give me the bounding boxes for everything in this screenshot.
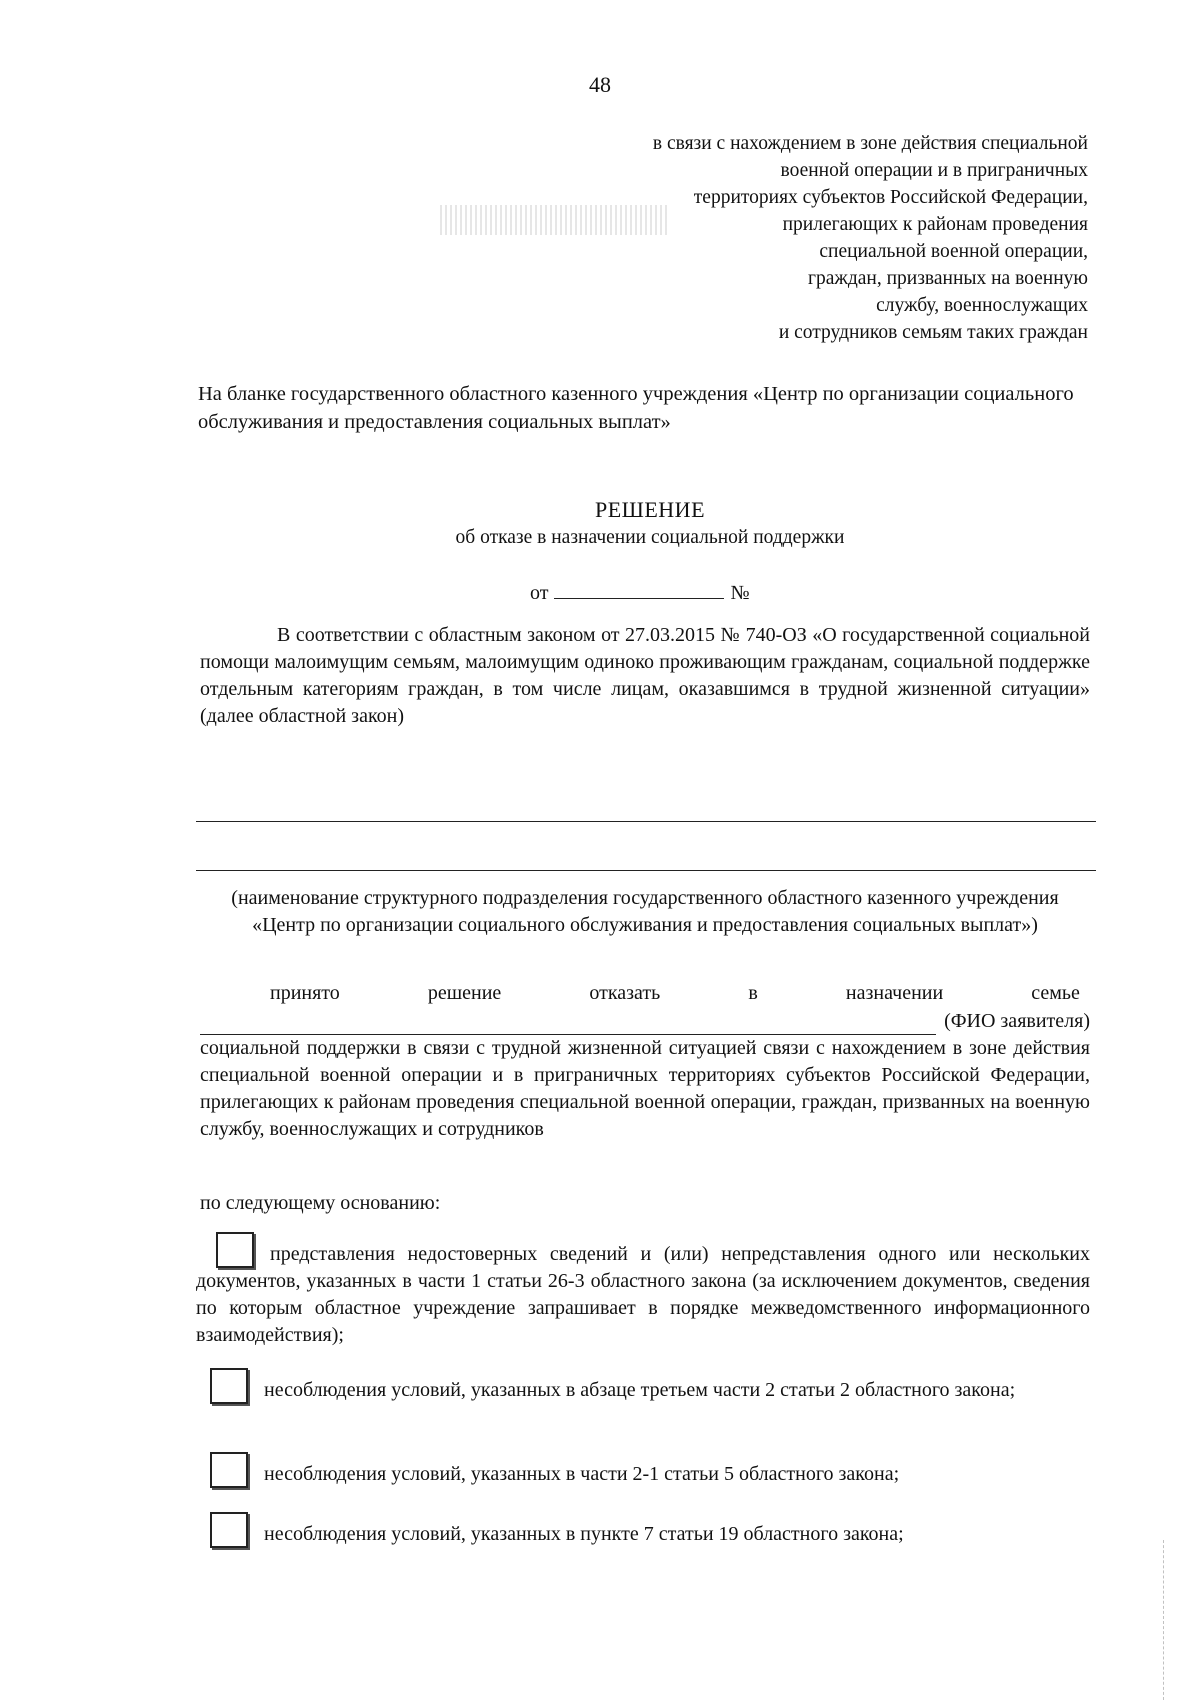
decision-word: принято: [270, 982, 340, 1004]
ground-checkbox[interactable]: [210, 1368, 248, 1404]
page-number: 48: [589, 72, 611, 97]
fill-line: [196, 821, 1096, 822]
applicant-name-blank: [200, 1012, 936, 1035]
ground-checkbox[interactable]: [210, 1452, 248, 1488]
document-title: РЕШЕНИЕ: [594, 497, 706, 522]
decision-word: в: [748, 982, 758, 1004]
decision-word: отказать: [589, 982, 661, 1004]
decision-word: решение: [427, 982, 502, 1004]
header-line: специальной военной операции,: [819, 241, 1088, 262]
decision-word: семье: [1031, 982, 1080, 1004]
ground-checkbox[interactable]: [210, 1512, 248, 1548]
header-line: службу, военнослужащих: [876, 295, 1088, 316]
number-sign: №: [730, 582, 750, 604]
ground-item: [196, 1232, 1090, 1349]
header-line: граждан, призванных на военную: [807, 268, 1088, 289]
basis-label: по следующему основанию:: [200, 1192, 441, 1214]
decision-word: назначении: [845, 982, 944, 1004]
header-line: прилегающих к районам проведения: [782, 214, 1088, 235]
decision-words-row: [200, 980, 1090, 1007]
date-blank: [554, 580, 724, 599]
header-line: территориях субъектов Российской Федерации,: [693, 187, 1088, 208]
applicant-row: [200, 1007, 1090, 1035]
ground-item: [196, 1368, 1090, 1404]
ground-text: несоблюдения условий, указанных в пункте 7 статьи 19 областного закона;: [264, 1523, 904, 1545]
header-block: [468, 130, 1088, 346]
header-line: и сотрудников семьям таких граждан: [778, 322, 1088, 343]
decision-body: социальной поддержки в связи с трудной жизненной ситуацией связи с нахождением в зоне действия специальной военной операции и в приграничных территориях субъектов Российской Федерации, прилегающих к районам проведения специальной военной операции, граждан, призванных на военную службу, военнослужащих и сотрудников: [200, 1037, 1090, 1140]
applicant-label: (ФИО заявителя): [944, 1010, 1090, 1032]
document-subtitle: об отказе в назначении социальной поддержки: [455, 527, 845, 548]
header-line: военной операции и в приграничных: [780, 160, 1088, 181]
ground-item: [196, 1512, 1090, 1548]
department-caption: (наименование структурного подразделения государственного областного казенного учреждения «Центр по организации социального обслуживания и предоставления социальных выплат»): [231, 887, 1059, 936]
letterhead-note: На бланке государственного областного казенного учреждения «Центр по организации социального обслуживания и предоставления социальных выплат»: [198, 383, 1074, 433]
decision-section: [200, 980, 1090, 1143]
ground-text: несоблюдения условий, указанных в части 2-1 статьи 5 областного закона;: [264, 1463, 900, 1485]
ground-text: представления недостоверных сведений и (или) непредставления одного или нескольких документов, указанных в части 1 статьи 26-3 областного закона (за исключением документов, сведения по которым областное учреждение запрашивает в порядке межведомственного информационного взаимодействия);: [196, 1243, 1090, 1346]
date-prefix: от: [530, 582, 549, 604]
intro-paragraph: В соответствии с областным законом от 27.03.2015 № 740-ОЗ «О государственной социальной помощи малоимущим семьям, малоимущим одиноко проживающим гражданам, социальной поддержке отдельным категориям граждан, в том числе лицам, оказавшимся в трудной жизненной ситуации» (далее областной закон): [200, 624, 1090, 727]
scan-artifact: [440, 205, 670, 235]
date-number-line: [530, 580, 750, 605]
header-line: в связи с нахождением в зоне действия специальной: [652, 133, 1088, 154]
fill-line: [196, 870, 1096, 871]
scan-edge-mark: [1163, 1540, 1166, 1700]
ground-text: несоблюдения условий, указанных в абзаце третьем части 2 статьи 2 областного закона;: [264, 1379, 1016, 1401]
ground-item: [196, 1452, 1090, 1488]
ground-checkbox[interactable]: [216, 1232, 254, 1268]
